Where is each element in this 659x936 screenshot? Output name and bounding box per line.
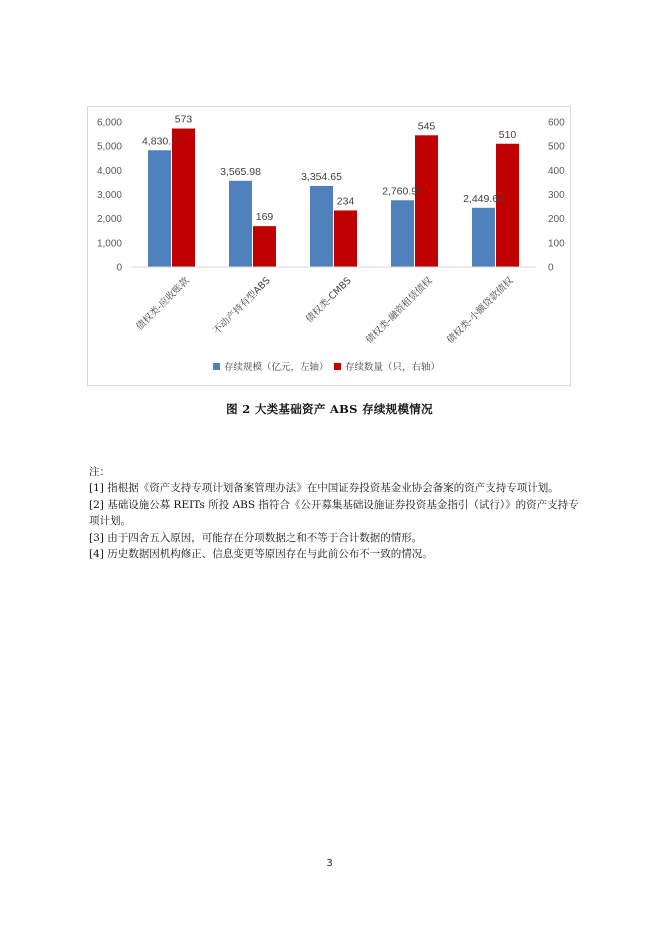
data-label-count: 510 — [498, 128, 517, 141]
legend-swatch-scale — [213, 363, 220, 370]
data-label-scale: 2,449.65 — [463, 192, 504, 205]
y-right-tick-label: 300 — [548, 190, 565, 201]
bar-scale — [391, 200, 414, 267]
bar-scale — [148, 150, 171, 267]
note-item-2: [2] 基础设施公募 REITs 所投 ABS 指符合《公开募集基础设施证券投资基金指引（试行）》的资产支持专项计划。 — [89, 498, 579, 528]
data-label-scale: 4,830.7 — [141, 135, 178, 148]
data-label-count: 234 — [336, 195, 355, 208]
y-right-tick-label: 500 — [548, 141, 565, 153]
y-left-tick-label: 0 — [116, 262, 122, 274]
chart-canvas — [88, 107, 572, 387]
bar-scale — [472, 208, 495, 267]
y-right-tick-label: 200 — [548, 214, 565, 226]
bar-count — [172, 129, 195, 267]
bar-scale — [310, 186, 333, 267]
note-item-4: [4] 历史数据因机构修正、信息变更等原因存在与此前公布不一致的情况。 — [89, 548, 433, 561]
bar-count — [334, 210, 357, 267]
y-left-tick-label: 6,000 — [96, 117, 122, 129]
y-right-tick-label: 100 — [548, 238, 565, 250]
y-left-tick-label: 1,000 — [96, 238, 122, 250]
data-label-scale: 3,565.98 — [220, 165, 261, 178]
bar-count — [496, 144, 519, 267]
legend-label-scale: 存续规模（亿元，左轴） — [224, 362, 329, 373]
data-label-count: 169 — [255, 211, 274, 224]
note-item-3: [3] 由于四舍五入原因，可能存在分项数据之和不等于合计数据的情形。 — [89, 531, 423, 544]
data-label-scale: 2,760.97 — [382, 185, 423, 198]
notes-section — [89, 464, 585, 562]
data-label-count: 573 — [174, 113, 193, 126]
y-right-tick-label: 0 — [548, 262, 554, 274]
x-category-label: 债权类-小额贷款债权 — [444, 275, 516, 347]
y-left-tick-label: 4,000 — [96, 165, 122, 177]
figure-caption: 图 2 大类基础资产 ABS 存续规模情况 — [226, 402, 433, 416]
x-category-label: 债权类-CMBS — [304, 275, 354, 325]
data-label-count: 545 — [417, 120, 436, 133]
y-left-tick-label: 5,000 — [96, 141, 122, 153]
note-item-1: [1] 指根据《资产支持专项计划备案管理办法》在中国证券投资基金业协会备案的资产支持专项计划。 — [89, 482, 559, 495]
y-right-tick-label: 600 — [548, 117, 565, 129]
legend-label-count: 存续数量（只，右轴） — [345, 362, 441, 373]
bar-scale — [229, 181, 252, 267]
bar-chart — [87, 106, 571, 386]
legend-swatch-count — [334, 363, 341, 370]
x-category-label: 债权类-应收账款 — [134, 275, 192, 333]
y-left-tick-label: 3,000 — [96, 190, 122, 201]
page-number: 3 — [326, 858, 333, 869]
x-category-label: 债权类-融资租赁债权 — [363, 275, 435, 347]
data-label-scale: 3,354.65 — [301, 170, 342, 183]
notes-heading: 注： — [89, 466, 110, 478]
y-left-tick-label: 2,000 — [96, 214, 122, 226]
x-category-label: 不动产持有型ABS — [211, 275, 273, 337]
bar-count — [253, 226, 276, 267]
bar-count — [415, 135, 438, 267]
y-right-tick-label: 400 — [548, 165, 565, 177]
